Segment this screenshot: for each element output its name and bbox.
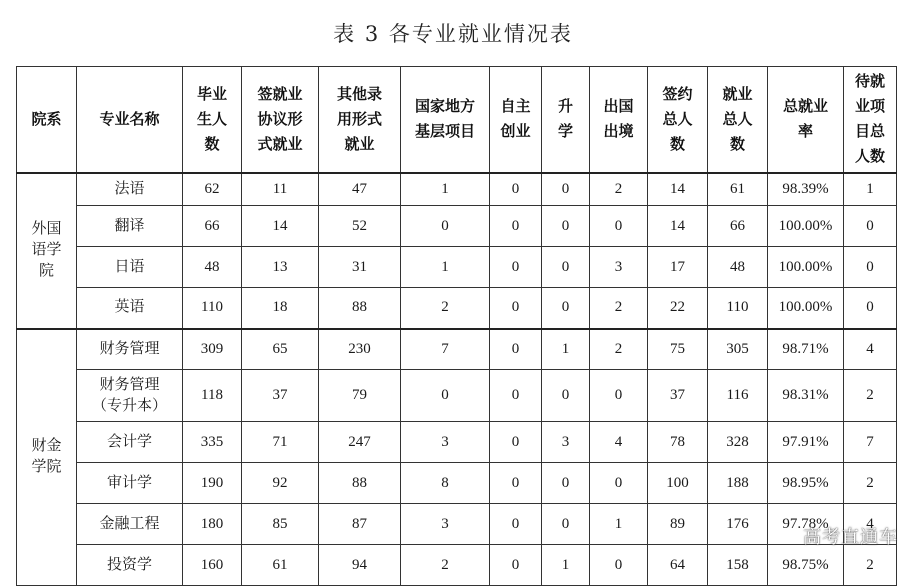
- cell-other-forms: 94: [319, 545, 401, 586]
- cell-signed-total: 22: [648, 288, 708, 329]
- cell-grassroots: 7: [401, 329, 490, 370]
- cell-further-study: 0: [542, 504, 590, 545]
- header-line: 目总: [854, 122, 885, 141]
- header-line: 总人: [722, 109, 753, 128]
- cell-signed-agreement: 61: [242, 545, 319, 586]
- cell-pending: 7: [844, 422, 897, 463]
- major-line: 财务管理: [99, 376, 160, 393]
- cell-grassroots: 0: [401, 370, 490, 422]
- cell-other-forms: 230: [319, 329, 401, 370]
- cell-signed-agreement: 65: [242, 329, 319, 370]
- header-line: 创业: [500, 122, 531, 141]
- header-abroad: [590, 67, 648, 173]
- header-graduates: [183, 67, 242, 173]
- cell-graduates: 118: [183, 370, 242, 422]
- cell-self-employed: 0: [490, 504, 542, 545]
- major-line: 日语: [114, 258, 145, 275]
- cell-further-study: 1: [542, 545, 590, 586]
- header-other-forms: [319, 67, 401, 173]
- cell-pending: 0: [844, 247, 897, 288]
- header-grassroots: [401, 67, 490, 173]
- header-signed-total: [648, 67, 708, 173]
- cell-abroad: 2: [590, 288, 648, 329]
- cell-abroad: 2: [590, 173, 648, 206]
- header-line: 自主: [500, 97, 531, 116]
- cell-further-study: 0: [542, 247, 590, 288]
- table-row: [17, 247, 897, 288]
- header-row: [17, 67, 897, 173]
- major-line: 法语: [114, 180, 145, 197]
- major-line: 金融工程: [99, 515, 160, 532]
- cell-pending: 4: [844, 329, 897, 370]
- cell-signed-agreement: 18: [242, 288, 319, 329]
- dept-cell: [17, 329, 77, 586]
- major-cell: [77, 173, 183, 206]
- header-line: 数: [204, 134, 220, 153]
- dept-cell: [17, 173, 77, 329]
- cell-self-employed: 0: [490, 545, 542, 586]
- major-cell: [77, 370, 183, 422]
- cell-further-study: 3: [542, 422, 590, 463]
- cell-signed-total: 89: [648, 504, 708, 545]
- cell-self-employed: 0: [490, 463, 542, 504]
- dept-line: 院: [38, 263, 54, 279]
- dept-line: 学院: [31, 459, 62, 476]
- cell-other-forms: 79: [319, 370, 401, 422]
- header-line: 就业: [344, 134, 375, 153]
- header-line: 就业: [722, 84, 753, 103]
- header-line: 签约: [662, 84, 693, 103]
- cell-self-employed: 0: [490, 247, 542, 288]
- table-title: 表 3 各专业就业情况表: [333, 22, 573, 46]
- cell-grassroots: 0: [401, 206, 490, 247]
- header-line: 出国: [603, 97, 634, 116]
- cell-further-study: 1: [542, 329, 590, 370]
- cell-signed-total: 75: [648, 329, 708, 370]
- cell-graduates: 160: [183, 545, 242, 586]
- cell-signed-agreement: 14: [242, 206, 319, 247]
- cell-employment-rate: 98.39%: [768, 173, 844, 206]
- header-line: 式就业: [257, 134, 303, 153]
- header-major: 专业名称: [77, 67, 183, 173]
- cell-employed-total: 176: [708, 504, 768, 545]
- header-line: 毕业: [196, 84, 227, 103]
- header-line: 总人: [662, 109, 693, 128]
- major-line: 会计学: [106, 433, 152, 450]
- header-line: 国家地方: [414, 97, 475, 116]
- cell-signed-agreement: 85: [242, 504, 319, 545]
- header-line: 待就: [854, 72, 885, 91]
- dept-line: 外国: [31, 221, 62, 237]
- header-line: 业项: [854, 97, 885, 116]
- cell-graduates: 190: [183, 463, 242, 504]
- table-row: [17, 206, 897, 247]
- header-line: 升: [557, 97, 573, 116]
- cell-self-employed: 0: [490, 329, 542, 370]
- major-line: 审计学: [106, 474, 152, 491]
- cell-signed-total: 14: [648, 173, 708, 206]
- cell-signed-total: 37: [648, 370, 708, 422]
- header-line: 基层项目: [414, 122, 475, 141]
- cell-employment-rate: 98.31%: [768, 370, 844, 422]
- cell-employment-rate: 100.00%: [768, 206, 844, 247]
- cell-pending: 2: [844, 370, 897, 422]
- cell-signed-agreement: 37: [242, 370, 319, 422]
- cell-self-employed: 0: [490, 173, 542, 206]
- major-cell: [77, 545, 183, 586]
- cell-abroad: 3: [590, 247, 648, 288]
- table-row: [17, 463, 897, 504]
- cell-pending: 1: [844, 173, 897, 206]
- dept-line: 语学: [31, 242, 62, 258]
- table-row: [17, 504, 897, 545]
- cell-graduates: 335: [183, 422, 242, 463]
- table-body: [17, 173, 897, 586]
- cell-other-forms: 87: [319, 504, 401, 545]
- cell-pending: 4: [844, 504, 897, 545]
- cell-other-forms: 31: [319, 247, 401, 288]
- cell-self-employed: 0: [490, 206, 542, 247]
- table-row: [17, 288, 897, 329]
- cell-employment-rate: 97.91%: [768, 422, 844, 463]
- cell-graduates: 48: [183, 247, 242, 288]
- cell-other-forms: 88: [319, 288, 401, 329]
- cell-employment-rate: 100.00%: [768, 288, 844, 329]
- cell-employed-total: 110: [708, 288, 768, 329]
- cell-other-forms: 247: [319, 422, 401, 463]
- header-line: 协议形: [257, 109, 303, 128]
- cell-graduates: 62: [183, 173, 242, 206]
- major-cell: [77, 247, 183, 288]
- cell-employment-rate: 98.95%: [768, 463, 844, 504]
- cell-further-study: 0: [542, 288, 590, 329]
- header-dept: 院系: [17, 67, 77, 173]
- header-line: 生人: [196, 109, 227, 128]
- header-line: 总就业: [782, 97, 828, 116]
- cell-graduates: 180: [183, 504, 242, 545]
- cell-grassroots: 1: [401, 247, 490, 288]
- header-employed-total: [708, 67, 768, 173]
- major-cell: [77, 288, 183, 329]
- cell-employment-rate: 97.78%: [768, 504, 844, 545]
- cell-other-forms: 47: [319, 173, 401, 206]
- cell-abroad: 1: [590, 504, 648, 545]
- header-line: 数: [669, 134, 685, 153]
- cell-pending: 0: [844, 288, 897, 329]
- major-line: 财务管理: [99, 340, 160, 357]
- major-cell: [77, 329, 183, 370]
- table-row: [17, 173, 897, 206]
- header-line: 签就业: [257, 84, 303, 103]
- employment-table: [16, 66, 897, 586]
- cell-graduates: 66: [183, 206, 242, 247]
- cell-employment-rate: 98.71%: [768, 329, 844, 370]
- cell-employed-total: 61: [708, 173, 768, 206]
- major-line: 翻译: [114, 217, 145, 234]
- cell-employed-total: 48: [708, 247, 768, 288]
- major-cell: [77, 463, 183, 504]
- header-employment-rate: [768, 67, 844, 173]
- cell-pending: 2: [844, 545, 897, 586]
- cell-grassroots: 1: [401, 173, 490, 206]
- cell-abroad: 0: [590, 545, 648, 586]
- cell-signed-agreement: 71: [242, 422, 319, 463]
- cell-employed-total: 66: [708, 206, 768, 247]
- cell-self-employed: 0: [490, 288, 542, 329]
- cell-further-study: 0: [542, 370, 590, 422]
- cell-abroad: 0: [590, 206, 648, 247]
- header-line: 人数: [854, 147, 885, 166]
- cell-self-employed: 0: [490, 422, 542, 463]
- table-header: [17, 67, 897, 173]
- cell-employment-rate: 100.00%: [768, 247, 844, 288]
- cell-employed-total: 305: [708, 329, 768, 370]
- cell-signed-total: 17: [648, 247, 708, 288]
- cell-grassroots: 3: [401, 422, 490, 463]
- cell-abroad: 4: [590, 422, 648, 463]
- cell-signed-agreement: 92: [242, 463, 319, 504]
- cell-signed-agreement: 11: [242, 173, 319, 206]
- cell-grassroots: 2: [401, 545, 490, 586]
- header-line: 数: [729, 134, 745, 153]
- cell-employed-total: 116: [708, 370, 768, 422]
- header-pending: [844, 67, 897, 173]
- header-signed-agreement: [242, 67, 319, 173]
- table-row: [17, 370, 897, 422]
- dept-line: 财金: [31, 438, 62, 455]
- header-line: 用形式: [336, 109, 382, 128]
- cell-employed-total: 158: [708, 545, 768, 586]
- cell-further-study: 0: [542, 173, 590, 206]
- header-self-employed: [490, 67, 542, 173]
- cell-grassroots: 3: [401, 504, 490, 545]
- watermark-text: 高考直通车: [803, 527, 898, 548]
- cell-abroad: 2: [590, 329, 648, 370]
- table-row: [17, 545, 897, 586]
- cell-signed-total: 14: [648, 206, 708, 247]
- cell-grassroots: 8: [401, 463, 490, 504]
- major-cell: [77, 206, 183, 247]
- cell-signed-total: 78: [648, 422, 708, 463]
- cell-signed-total: 64: [648, 545, 708, 586]
- header-line: 其他录: [336, 84, 382, 103]
- major-line: 英语: [114, 299, 145, 316]
- cell-abroad: 0: [590, 370, 648, 422]
- cell-other-forms: 52: [319, 206, 401, 247]
- cell-grassroots: 2: [401, 288, 490, 329]
- table-row: [17, 422, 897, 463]
- cell-pending: 2: [844, 463, 897, 504]
- cell-graduates: 309: [183, 329, 242, 370]
- major-cell: [77, 422, 183, 463]
- cell-further-study: 0: [542, 463, 590, 504]
- cell-further-study: 0: [542, 206, 590, 247]
- header-further-study: [542, 67, 590, 173]
- cell-employed-total: 188: [708, 463, 768, 504]
- header-line: 出境: [603, 122, 634, 141]
- major-line: 投资学: [106, 556, 152, 573]
- cell-employed-total: 328: [708, 422, 768, 463]
- cell-abroad: 0: [590, 463, 648, 504]
- header-line: 率: [797, 122, 813, 141]
- cell-graduates: 110: [183, 288, 242, 329]
- cell-pending: 0: [844, 206, 897, 247]
- cell-other-forms: 88: [319, 463, 401, 504]
- cell-signed-total: 100: [648, 463, 708, 504]
- cell-signed-agreement: 13: [242, 247, 319, 288]
- table-row: [17, 329, 897, 370]
- header-line: 学: [557, 122, 573, 141]
- cell-self-employed: 0: [490, 370, 542, 422]
- cell-employment-rate: 98.75%: [768, 545, 844, 586]
- major-line: （专升本）: [91, 397, 167, 414]
- major-cell: [77, 504, 183, 545]
